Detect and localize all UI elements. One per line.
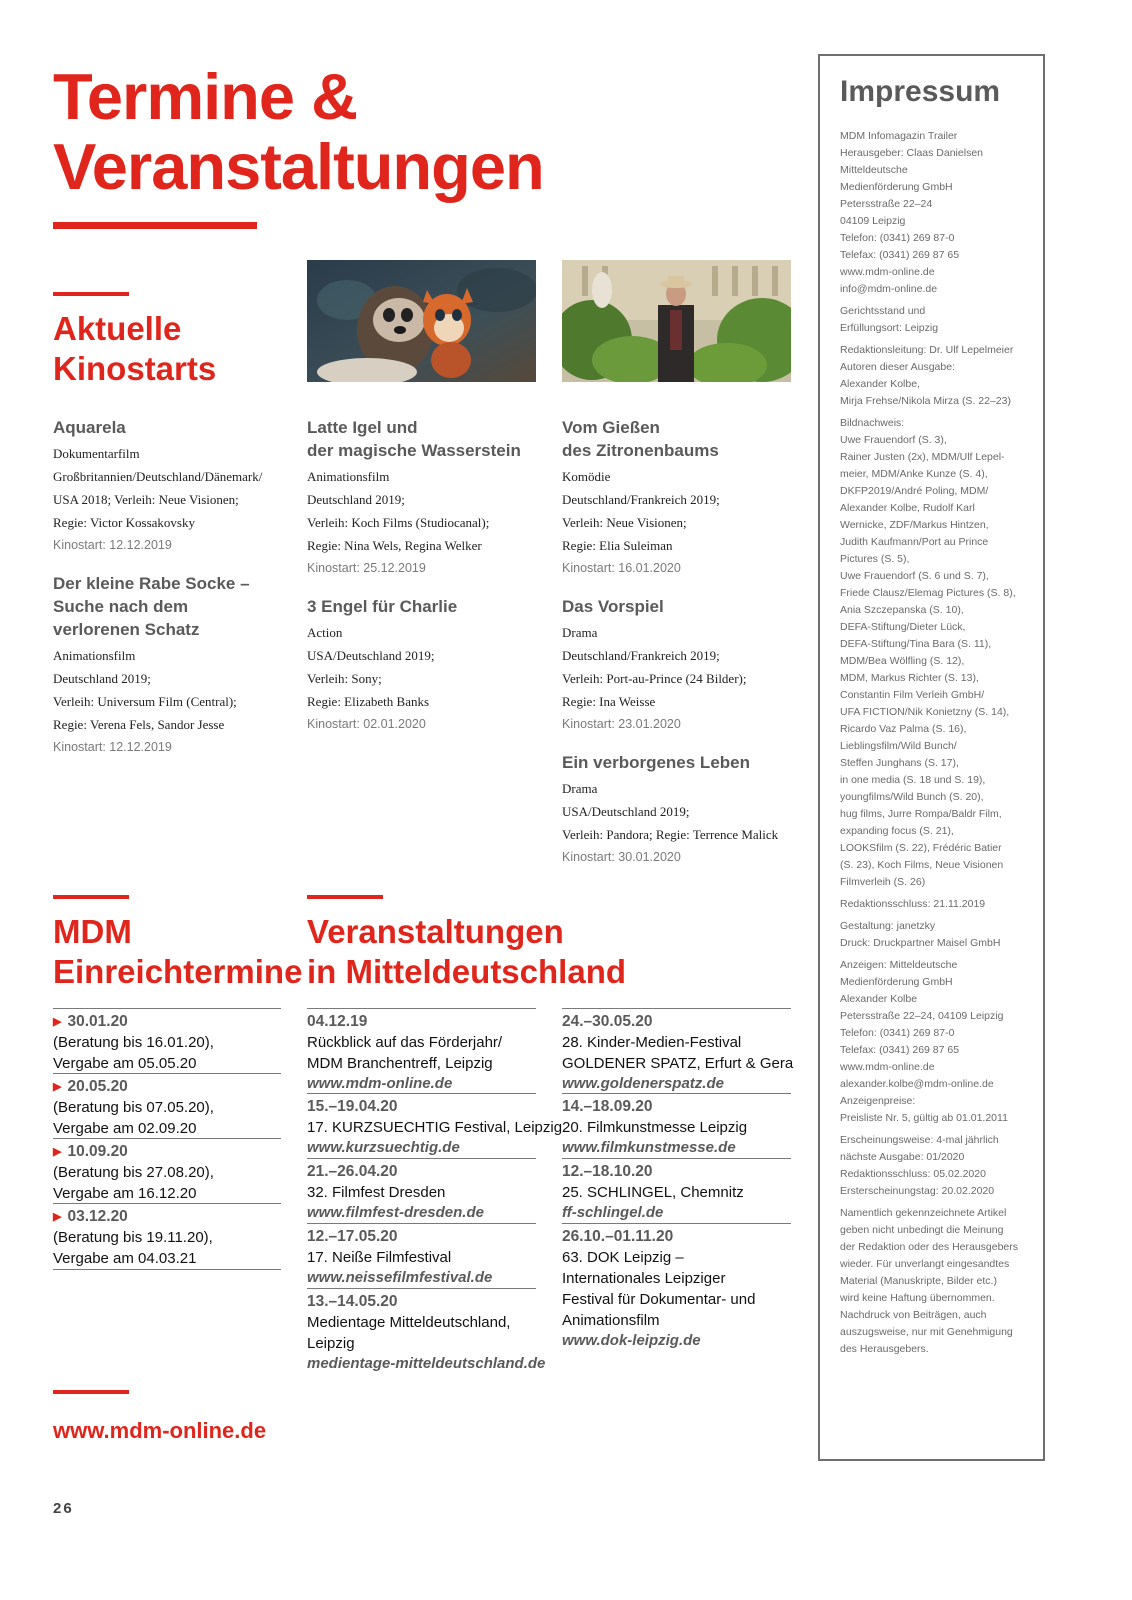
film-still-zitronenbaum xyxy=(562,260,791,382)
film-title: Der kleine Rabe Socke – Suche nach dem verlorenen Schatz xyxy=(53,574,250,639)
kinostart-date: Kinostart: 25.12.2019 xyxy=(307,561,426,575)
divider xyxy=(53,1138,281,1139)
impressum-line: Erscheinungsweise: 4-mal jährlich xyxy=(840,1134,999,1146)
impressum-line: geben nicht unbedingt die Meinung xyxy=(840,1224,1004,1236)
impressum-line: Telefax: (0341) 269 87 65 xyxy=(840,1044,960,1056)
impressum-line: Anzeigenpreise: xyxy=(840,1095,916,1107)
kinostart-date: Kinostart: 16.01.2020 xyxy=(562,561,681,575)
impressum-block xyxy=(840,342,1043,410)
divider xyxy=(307,1008,536,1009)
deadline-item: ▶ 20.05.20 (Beratung bis 07.05.20), Vergabe am 02.09.20 xyxy=(53,1078,214,1137)
impressum-line: Alexander Kolbe, Rudolf Karl xyxy=(840,502,975,514)
impressum-line: www.mdm-online.de xyxy=(840,266,935,278)
impressum-line: wird keine Haftung übernommen. xyxy=(840,1292,995,1304)
event-link[interactable]: ff-schlingel.de xyxy=(562,1204,664,1221)
impressum-line: Preisliste Nr. 5, gültig ab 01.01.2011 xyxy=(840,1112,1008,1124)
deadline-item: ▶ 30.01.20 (Beratung bis 16.01.20), Vergabe am 05.05.20 xyxy=(53,1013,214,1072)
event-item: 24.–30.05.20 28. Kinder-Medien-Festival GOLDENER SPATZ, Erfurt & Gera www.goldenerspatz.de xyxy=(562,1013,794,1092)
impressum-block xyxy=(840,918,1043,952)
impressum-line: DEFA-Stiftung/Tina Bara (S. 11), xyxy=(840,638,992,650)
film-entry: Der kleine Rabe Socke – Suche nach dem verlorenen Schatz Animationsfilm Deutschland 2019; Verleih: Universum Film (Central); Regie: Verena Fels, Sandor Jesse Kinostart: 12.12.2019 xyxy=(53,572,293,759)
film-title: Latte Igel und der magische Wasserstein xyxy=(307,418,521,460)
footer-website-link[interactable]: www.mdm-online.de xyxy=(53,1418,267,1443)
film-title: Das Vorspiel xyxy=(562,597,664,616)
divider xyxy=(307,1288,536,1289)
impressum-block xyxy=(840,896,1043,913)
event-item: 12.–18.10.20 25. SCHLINGEL, Chemnitz ff-schlingel.de xyxy=(562,1162,794,1223)
triangle-right-icon: ▶ xyxy=(53,1211,62,1223)
impressum-line: Filmverleih (S. 26) xyxy=(840,876,926,888)
impressum-line: Herausgeber: Claas Danielsen xyxy=(840,147,983,159)
divider xyxy=(53,1269,281,1270)
impressum-line: Erfüllungsort: Leipzig xyxy=(840,322,939,334)
impressum-line: Telefon: (0341) 269 87-0 xyxy=(840,232,955,244)
divider xyxy=(307,1093,536,1094)
triangle-right-icon: ▶ xyxy=(53,1146,62,1158)
impressum-line: Friede Clausz/Elemag Pictures (S. 8), xyxy=(840,587,1016,599)
impressum-block xyxy=(840,303,1043,337)
impressum-line: meier, MDM/Anke Kunze (S. 4), xyxy=(840,468,988,480)
impressum-line: MDM Infomagazin Trailer xyxy=(840,130,958,142)
kinostart-date: Kinostart: 30.01.2020 xyxy=(562,850,681,864)
impressum-line: LOOKSfilm (S. 22), Frédéric Batier xyxy=(840,842,1002,854)
film-entry: Latte Igel und der magische Wasserstein Animationsfilm Deutschland 2019; Verleih: Koch Films (Studiocanal); Regie: Nina Wels, Regina Welker Kinostart: 25.12.2019 xyxy=(307,416,547,580)
section-title-kinostarts: Aktuelle Kinostarts xyxy=(53,310,217,387)
impressum-line: www.mdm-online.de xyxy=(840,1061,935,1073)
impressum-line: der Redaktion oder des Herausgebers xyxy=(840,1241,1019,1253)
event-item: 21.–26.04.20 32. Filmfest Dresden www.filmfest-dresden.de xyxy=(307,1162,539,1223)
event-link[interactable]: www.filmkunstmesse.de xyxy=(562,1139,736,1156)
impressum-line: Ricardo Vaz Palma (S. 16), xyxy=(840,723,967,735)
impressum-line: Medienförderung GmbH xyxy=(840,976,953,988)
impressum-line: Petersstraße 22–24 xyxy=(840,198,933,210)
impressum-block xyxy=(840,1205,1043,1358)
impressum-line: youngfilms/Wild Bunch (S. 20), xyxy=(840,791,984,803)
film-entry: Ein verborgenes Leben Drama USA/Deutschland 2019; Verleih: Pandora; Regie: Terrence Malick Kinostart: 30.01.2020 xyxy=(562,751,802,869)
impressum-line: Constantin Film Verleih GmbH/ xyxy=(840,689,985,701)
event-link[interactable]: www.kurzsuechtig.de xyxy=(307,1139,460,1156)
impressum-block xyxy=(840,128,1043,298)
impressum-line: Druck: Druckpartner Maisel GmbH xyxy=(840,937,1001,949)
film-title: Vom Gießen des Zitronenbaums xyxy=(562,418,719,460)
impressum-line: Redaktionsleitung: Dr. Ulf Lepelmeier xyxy=(840,344,1014,356)
film-entry: Vom Gießen des Zitronenbaums Komödie Deutschland/Frankreich 2019; Verleih: Neue Visionen; Regie: Elia Suleiman Kinostart: 16.01.2020 xyxy=(562,416,802,580)
event-item: 14.–18.09.20 20. Filmkunstmesse Leipzig www.filmkunstmesse.de xyxy=(562,1097,794,1158)
film-title: Ein verborgenes Leben xyxy=(562,753,750,772)
impressum-line: wieder. Für unverlangt eingesandtes xyxy=(840,1258,1010,1270)
kinostart-date: Kinostart: 02.01.2020 xyxy=(307,717,426,731)
impressum-line: Medienförderung GmbH xyxy=(840,181,953,193)
impressum-line: Rainer Justen (2x), MDM/Ulf Lepel- xyxy=(840,451,1005,463)
impressum-line: Mirja Frehse/Nikola Mirza (S. 22–23) xyxy=(840,395,1011,407)
impressum-line: Redaktionsschluss: 05.02.2020 xyxy=(840,1168,986,1180)
impressum-line: hug films, Jurre Rompa/Baldr Film, xyxy=(840,808,1002,820)
film-title: Aquarela xyxy=(53,418,126,437)
event-item: 12.–17.05.20 17. Neiße Filmfestival www.neissefilmfestival.de xyxy=(307,1227,539,1288)
section-title-events: Veranstaltungen in Mitteldeutschland xyxy=(307,913,627,990)
kinostart-date: Kinostart: 23.01.2020 xyxy=(562,717,681,731)
impressum-line: (S. 23), Koch Films, Neue Visionen xyxy=(840,859,1004,871)
divider xyxy=(307,1223,536,1224)
impressum-line: 04109 Leipzig xyxy=(840,215,906,227)
deadline-item: ▶ 03.12.20 (Beratung bis 19.11.20), Vergabe am 04.03.21 xyxy=(53,1208,213,1267)
film-still-latte-igel xyxy=(307,260,536,382)
triangle-right-icon: ▶ xyxy=(53,1081,62,1093)
impressum-line: Namentlich gekennzeichnete Artikel xyxy=(840,1207,1007,1219)
impressum-content xyxy=(840,128,1043,1358)
event-link[interactable]: www.goldenerspatz.de xyxy=(562,1075,724,1092)
impressum-line: des Herausgebers. xyxy=(840,1343,929,1355)
impressum-line: Wernicke, ZDF/Markus Hintzen, xyxy=(840,519,989,531)
impressum-line: Ania Szczepanska (S. 10), xyxy=(840,604,964,616)
impressum-line: DEFA-Stiftung/Dieter Lück, xyxy=(840,621,966,633)
title-underline xyxy=(53,222,257,229)
impressum-line: Telefon: (0341) 269 87-0 xyxy=(840,1027,955,1039)
impressum-line: Telefax: (0341) 269 87 65 xyxy=(840,249,960,261)
impressum-line: Nachdruck von Beiträgen, auch xyxy=(840,1309,987,1321)
page-title-line1: Termine & xyxy=(53,60,358,133)
film-entry: Aquarela Dokumentarfilm Großbritannien/Deutschland/Dänemark/ USA 2018; Verleih: Neue Visionen; Regie: Victor Kossakovsky Kinostart: 12.12.2019 xyxy=(53,416,293,557)
impressum-box xyxy=(818,54,1045,1461)
triangle-right-icon: ▶ xyxy=(53,1016,62,1028)
impressum-line: Steffen Junghans (S. 17), xyxy=(840,757,959,769)
section-title-mdm: MDM Einreichtermine xyxy=(53,913,303,990)
event-link[interactable]: www.mdm-online.de xyxy=(307,1075,453,1092)
impressum-block xyxy=(840,415,1043,891)
impressum-line: in one media (S. 18 und S. 19), xyxy=(840,774,986,786)
deadline-item: ▶ 10.09.20 (Beratung bis 27.08.20), Vergabe am 16.12.20 xyxy=(53,1143,214,1202)
impressum-line: Uwe Frauendorf (S. 3), xyxy=(840,434,947,446)
impressum-line: alexander.kolbe@mdm-online.de xyxy=(840,1078,994,1090)
page-title-line2: Veranstaltungen xyxy=(53,130,544,203)
impressum-line: MDM/Bea Wölfling (S. 12), xyxy=(840,655,965,667)
impressum-line: Uwe Frauendorf (S. 6 und S. 7), xyxy=(840,570,989,582)
impressum-line: Gerichtsstand und xyxy=(840,305,926,317)
impressum-line: Anzeigen: Mitteldeutsche xyxy=(840,959,958,971)
page-number: 26 xyxy=(53,1500,74,1517)
divider xyxy=(53,1203,281,1204)
impressum-title: Impressum xyxy=(840,75,1001,108)
event-item: 15.–19.04.20 17. KURZSUECHTIG Festival, Leipzig www.kurzsuechtig.de xyxy=(307,1098,563,1156)
impressum-line: auszugsweise, nur mit Genehmigung xyxy=(840,1326,1013,1338)
impressum-line: Lieblingsfilm/Wild Bunch/ xyxy=(840,740,957,752)
page-title xyxy=(53,62,544,202)
film-title: 3 Engel für Charlie xyxy=(307,597,458,616)
event-link[interactable]: www.dok-leipzig.de xyxy=(562,1332,701,1349)
film-entry: 3 Engel für Charlie Action USA/Deutschland 2019; Verleih: Sony; Regie: Elizabeth Banks Kinostart: 02.01.2020 xyxy=(307,595,547,736)
divider xyxy=(307,1158,536,1159)
impressum-line: Alexander Kolbe, xyxy=(840,378,920,390)
impressum-line: UFA FICTION/Nik Konietzny (S. 14), xyxy=(840,706,1010,718)
divider xyxy=(562,1158,791,1159)
kinostart-date: Kinostart: 12.12.2019 xyxy=(53,740,172,754)
impressum-line: Judith Kaufmann/Port au Prince xyxy=(840,536,989,548)
divider xyxy=(562,1008,791,1009)
divider xyxy=(562,1223,791,1224)
impressum-line: Gestaltung: janetzky xyxy=(840,920,936,932)
event-link[interactable]: www.neissefilmfestival.de xyxy=(307,1269,493,1286)
event-link[interactable]: medientage-mitteldeutschland.de xyxy=(307,1355,546,1372)
impressum-line: Alexander Kolbe xyxy=(840,993,918,1005)
event-item: 04.12.19 Rückblick auf das Förderjahr/ MDM Branchentreff, Leipzig www.mdm-online.de xyxy=(307,1012,539,1094)
impressum-line: Bildnachweis: xyxy=(840,417,905,429)
impressum-line: Material (Manuskripte, Bilder etc.) xyxy=(840,1275,997,1287)
film-entry: Das Vorspiel Drama Deutschland/Frankreich 2019; Verleih: Port-au-Prince (24 Bilder); Regie: Ina Weisse Kinostart: 23.01.2020 xyxy=(562,595,802,736)
divider xyxy=(53,1073,281,1074)
section-marker-footer xyxy=(53,1390,129,1394)
divider xyxy=(562,1093,791,1094)
section-marker-events xyxy=(307,895,383,899)
section-marker-mdm xyxy=(53,895,129,899)
impressum-line: Ersterscheinungstag: 20.02.2020 xyxy=(840,1185,995,1197)
impressum-line: Pictures (S. 5), xyxy=(840,553,910,565)
impressum-line: nächste Ausgabe: 01/2020 xyxy=(840,1151,965,1163)
impressum-line: info@mdm-online.de xyxy=(840,283,938,295)
kinostart-date: Kinostart: 12.12.2019 xyxy=(53,538,172,552)
event-item: 13.–14.05.20 Medientage Mitteldeutschland, Leipzig medientage-mitteldeutschland.de xyxy=(307,1293,546,1372)
impressum-block xyxy=(840,957,1043,1127)
event-link[interactable]: www.filmfest-dresden.de xyxy=(307,1204,484,1221)
impressum-line: DKFP2019/André Poling, MDM/ xyxy=(840,485,989,497)
impressum-line: Mitteldeutsche xyxy=(840,164,908,176)
impressum-line: Autoren dieser Ausgabe: xyxy=(840,361,955,373)
impressum-line: Redaktionsschluss: 21.11.2019 xyxy=(840,898,986,910)
section-marker-kinostarts xyxy=(53,292,129,296)
divider xyxy=(53,1008,281,1009)
event-item: 26.10.–01.11.20 63. DOK Leipzig – Internationales Leipziger Festival für Dokumentar- und Animationsfilm www.dok-leipzig.de xyxy=(562,1227,794,1351)
impressum-line: MDM, Markus Richter (S. 13), xyxy=(840,672,979,684)
impressum-line: Petersstraße 22–24, 04109 Leipzig xyxy=(840,1010,1004,1022)
impressum-line: expanding focus (S. 21), xyxy=(840,825,954,837)
impressum-block xyxy=(840,1132,1043,1200)
